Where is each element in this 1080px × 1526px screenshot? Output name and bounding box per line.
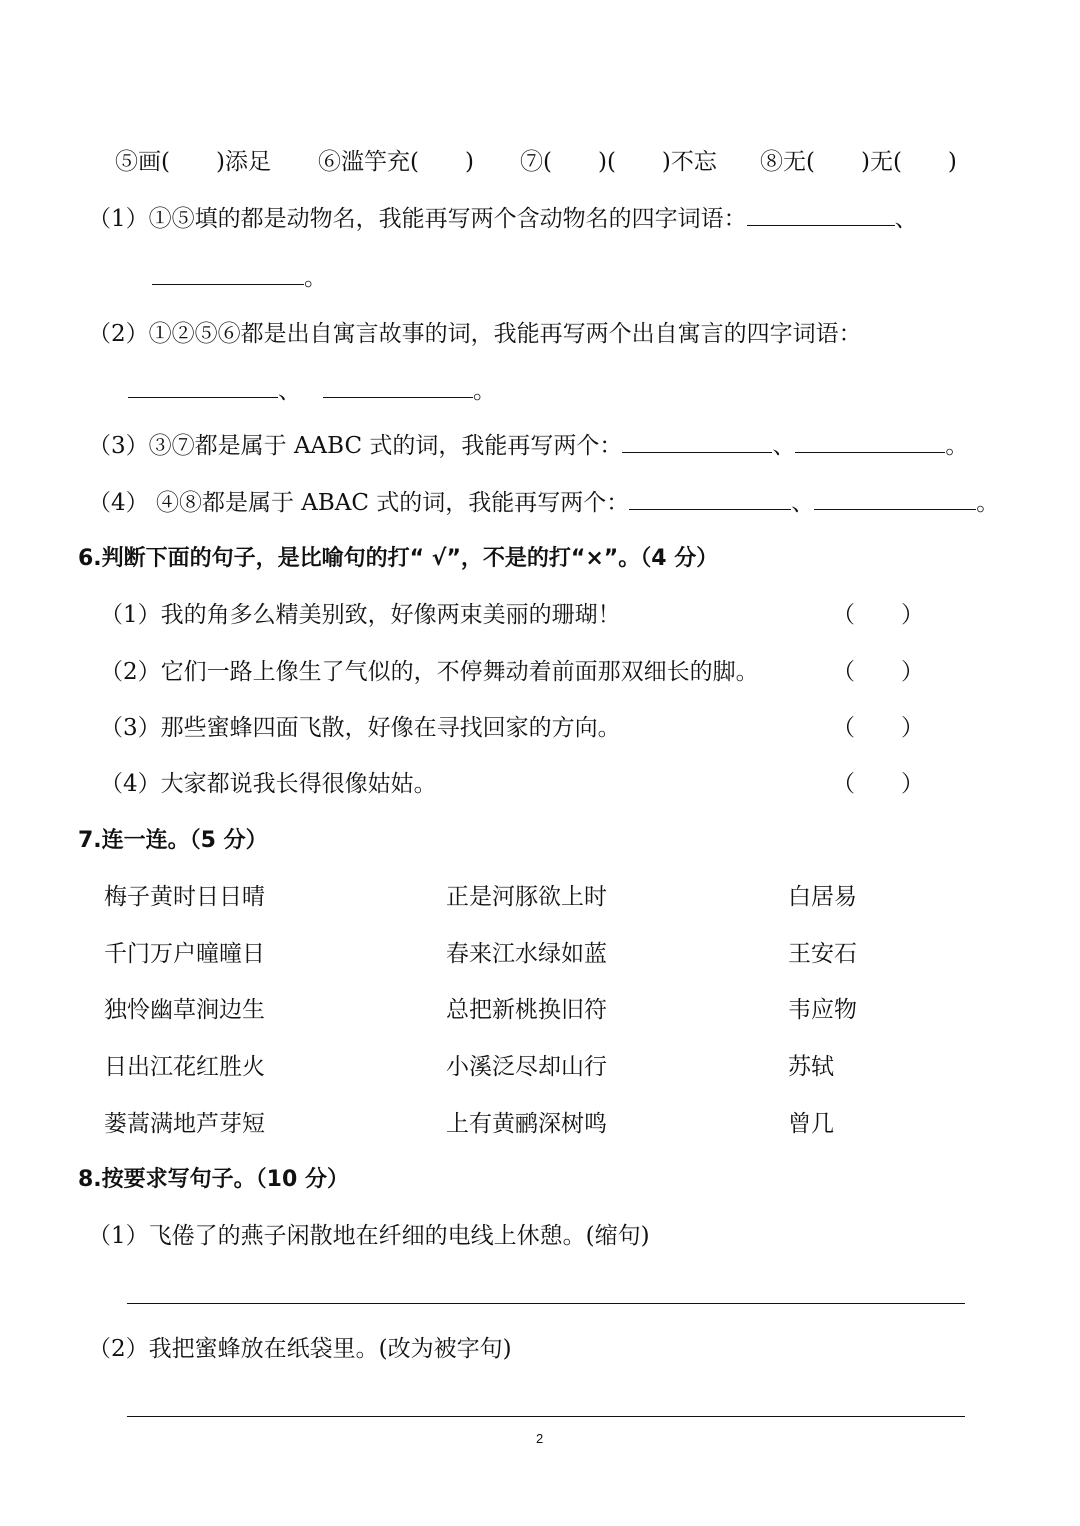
answer-blank[interactable] <box>622 432 772 453</box>
idiom-8: ⑧无( )无( ) <box>760 149 957 175</box>
answer-line-1[interactable] <box>127 1303 965 1304</box>
q7-col2-item[interactable]: 小溪泛尽却山行 <box>446 1054 607 1080</box>
page-number: 2 <box>536 1431 544 1446</box>
q7-col1-item[interactable]: 梅子黄时日日晴 <box>104 884 265 910</box>
q6-item-2: （2）它们一路上像生了气似的，不停舞动着前面那双细长的脚。 <box>100 659 759 685</box>
period: 。 <box>304 265 327 291</box>
q5-part2-cont <box>128 375 496 407</box>
q5-part1-text: （1）①⑤填的都是动物名，我能再写两个含动物名的四字词语： <box>88 206 747 232</box>
separator: 、 <box>791 490 815 516</box>
answer-blank[interactable] <box>152 264 304 285</box>
q7-title: 7.连一连。（5 分） <box>78 828 268 853</box>
q6-title: 6.判断下面的句子，是比喻句的打“ √”，不是的打“×”。（4 分） <box>78 546 719 571</box>
q7-col2-item[interactable]: 总把新桃换旧符 <box>446 997 607 1023</box>
q7-col3-item[interactable]: 白居易 <box>788 884 857 910</box>
q7-col1-item[interactable]: 独怜幽草涧边生 <box>104 997 265 1023</box>
q7-col2-item[interactable]: 春来江水绿如蓝 <box>446 941 607 967</box>
q5-part3 <box>88 430 968 462</box>
q6-answer-4[interactable]: （ ） <box>832 771 924 797</box>
period: 。 <box>945 433 969 459</box>
q5-part4-text: （4） ④⑧都是属于 ABAC 式的词，我能再写两个： <box>88 490 630 516</box>
q6-item-4: （4）大家都说我长得很像姑姑。 <box>100 771 437 797</box>
separator: 、 <box>278 378 301 404</box>
answer-blank[interactable] <box>795 432 945 453</box>
q7-col1-item[interactable]: 蒌蒿满地芦芽短 <box>104 1111 265 1137</box>
answer-blank[interactable] <box>814 489 976 510</box>
q6-answer-2[interactable]: （ ） <box>832 659 924 685</box>
answer-blank[interactable] <box>747 205 895 226</box>
q6-item-3: （3）那些蜜蜂四面飞散，好像在寻找回家的方向。 <box>100 715 621 741</box>
q6-answer-1[interactable]: （ ） <box>832 602 924 628</box>
q7-col1-item[interactable]: 千门万户曈曈日 <box>104 941 265 967</box>
q5-part2: （2）①②⑤⑥都是出自寓言故事的词，我能再写两个出自寓言的四字词语： <box>88 321 862 347</box>
q5-part3-text: （3）③⑦都是属于 AABC 式的词，我能再写两个： <box>88 433 623 459</box>
idiom-5: ⑤画( )添足 <box>115 149 271 175</box>
q7-col3-item[interactable]: 苏轼 <box>788 1054 834 1080</box>
q5-part1-cont <box>152 262 327 294</box>
idiom-7: ⑦( )( )不忘 <box>520 149 717 175</box>
q6-item-1: （1）我的角多么精美别致，好像两束美丽的珊瑚！ <box>100 602 621 628</box>
q7-col3-item[interactable]: 韦应物 <box>788 997 857 1023</box>
q8-title: 8.按要求写句子。（10 分） <box>78 1167 349 1192</box>
idiom-6: ⑥滥竽充( ) <box>318 149 474 175</box>
q7-col3-item[interactable]: 王安石 <box>788 941 857 967</box>
q8-sentence-2: （2）我把蜜蜂放在纸袋里。(改为被字句) <box>88 1336 512 1362</box>
separator: 、 <box>894 206 918 232</box>
q5-part4 <box>88 487 999 519</box>
answer-blank[interactable] <box>128 377 278 398</box>
q5-part1 <box>88 203 918 235</box>
q8-sentence-1: （1）飞倦了的燕子闲散地在纤细的电线上休憩。(缩句) <box>88 1223 650 1249</box>
q7-col1-item[interactable]: 日出江花红胜火 <box>104 1054 265 1080</box>
q7-col2-item[interactable]: 正是河豚欲上时 <box>446 884 607 910</box>
answer-blank[interactable] <box>629 489 791 510</box>
q6-answer-3[interactable]: （ ） <box>832 715 924 741</box>
q7-col2-item[interactable]: 上有黄鹂深树鸣 <box>446 1111 607 1137</box>
separator: 、 <box>772 433 796 459</box>
answer-line-2[interactable] <box>127 1416 965 1417</box>
period: 。 <box>976 490 1000 516</box>
q7-col3-item[interactable]: 曾几 <box>788 1111 834 1137</box>
answer-blank[interactable] <box>323 377 473 398</box>
period: 。 <box>472 378 496 404</box>
